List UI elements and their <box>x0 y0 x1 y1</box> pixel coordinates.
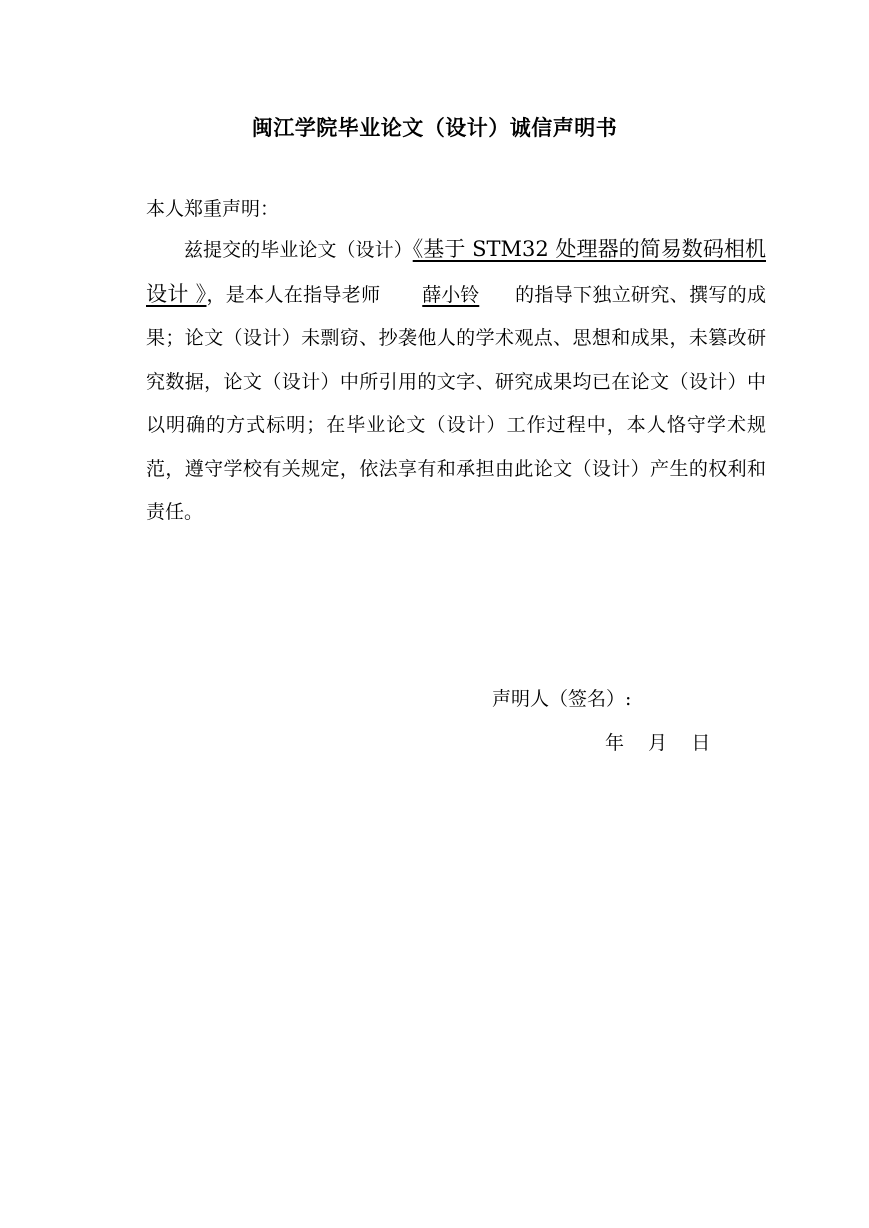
advisor-name: 薛小铃 <box>422 283 480 306</box>
paragraph-lead: 兹提交的毕业论文（设计） <box>184 239 413 261</box>
declaration-paragraph <box>146 228 766 535</box>
paragraph-body: 的指导下独立研究、撰写的成果；论文（设计）未剽窃、抄袭他人的学术观点、思想和成果，未篡改研究数据，论文（设计）中所引用的文字、研究成果均已在论文（设计）中以明确的方式标明；在毕业论文（设计）工作过程中，本人恪守学术规范，遵守学校有关规定，依法享有和承担由此论文（设计）产生的权利和责任。 <box>146 283 766 523</box>
paragraph-mid: ，是本人在指导老师 <box>206 283 387 306</box>
document-title: 闽江学院毕业论文（设计）诚信声明书 <box>251 115 618 140</box>
signature-label: 声明人（签名）: <box>492 688 632 710</box>
thesis-title: 《基于 STM32 处理器的简易数码相机设计 》 <box>146 237 766 306</box>
date-label: 年 月 日 <box>605 732 711 754</box>
greeting: 本人郑重声明： <box>146 198 280 220</box>
